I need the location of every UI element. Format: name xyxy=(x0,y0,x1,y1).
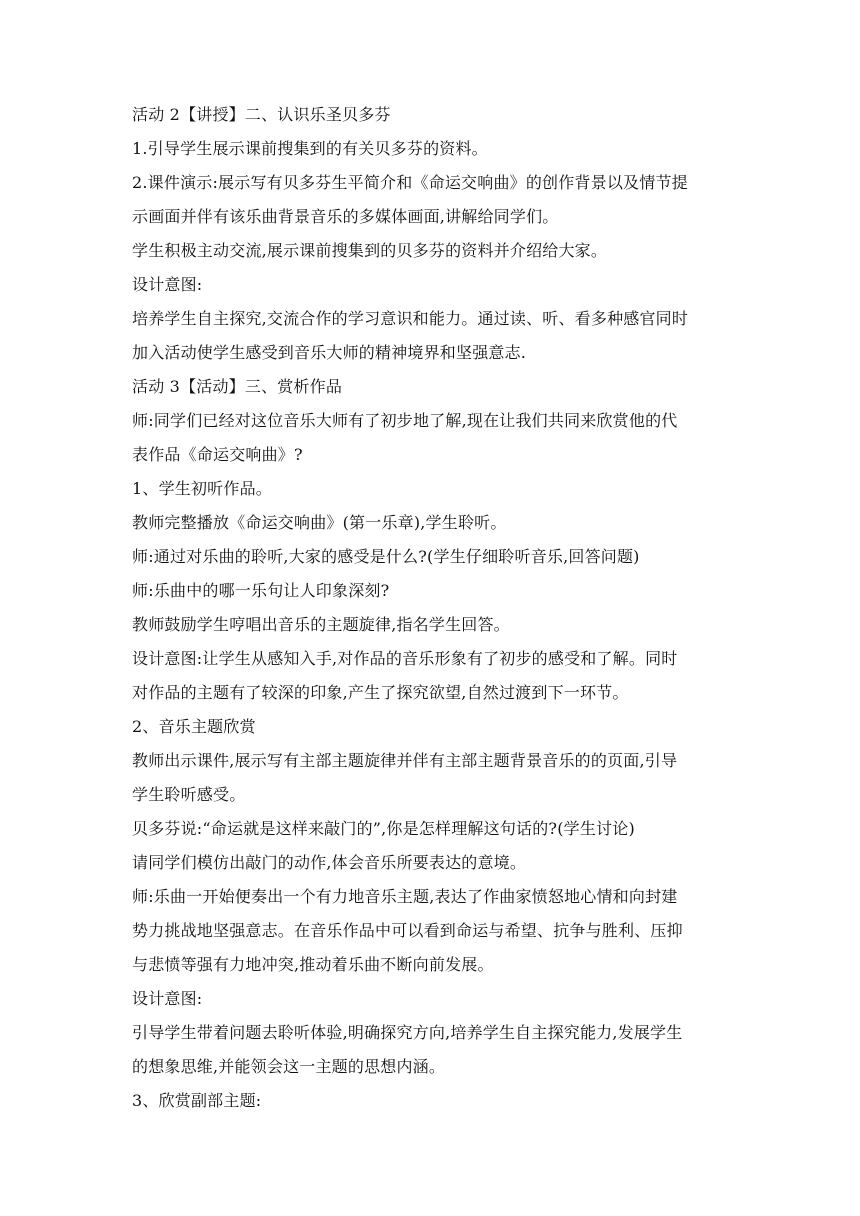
paragraph-line: 师:乐曲一开始便奏出一个有力地音乐主题,表达了作曲家愤怒地心情和向封建 xyxy=(132,887,678,906)
paragraph-line: 对作品的主题有了较深的印象,产生了探究欲望,自然过渡到下一环节。 xyxy=(132,683,629,702)
paragraph-line: 请同学们模仿出敲门的动作,体会音乐所要表达的意境。 xyxy=(132,853,527,872)
document-body xyxy=(132,98,732,1118)
paragraph-line: 表作品《命运交响曲》? xyxy=(132,445,303,464)
paragraph-line: 学生积极主动交流,展示课前搜集到的贝多芬的资料并介绍给大家。 xyxy=(132,241,608,260)
paragraph-line: 1.引导学生展示课前搜集到的有关贝多芬的资料。 xyxy=(132,139,488,158)
activity-2-heading: 活动 2【讲授】二、认识乐圣贝多芬 xyxy=(132,105,391,124)
paragraph-line: 贝多芬说:“命运就是这样来敲门的”,你是怎样理解这句话的?(学生讨论) xyxy=(132,819,635,838)
paragraph-line: 师:乐曲中的哪一乐句让人印象深刻? xyxy=(132,581,390,600)
paragraph-line: 引导学生带着问题去聆听体验,明确探究方向,培养学生自主探究能力,发展学生 xyxy=(132,1023,683,1042)
paragraph-line: 师:同学们已经对这位音乐大师有了初步地了解,现在让我们共同来欣赏他的代 xyxy=(132,411,678,430)
paragraph-line: 示画面并伴有该乐曲背景音乐的多媒体画面,讲解给同学们。 xyxy=(132,207,559,226)
section-2-heading: 2、音乐主题欣赏 xyxy=(132,717,256,736)
paragraph-line: 势力挑战地坚强意志。在音乐作品中可以看到命运与希望、抗争与胜利、压抑 xyxy=(132,921,683,940)
paragraph-line: 的想象思维,并能领会这一主题的思想内涵。 xyxy=(132,1057,446,1076)
design-intent-label: 设计意图: xyxy=(132,275,203,294)
paragraph-line: 加入活动使学生感受到音乐大师的精神境界和坚强意志. xyxy=(132,343,527,362)
paragraph-line: 教师出示课件,展示写有主部主题旋律并伴有主部主题背景音乐的的页面,引导 xyxy=(132,751,678,770)
paragraph-line: 教师鼓励学生哼唱出音乐的主题旋律,指名学生回答。 xyxy=(132,615,510,634)
activity-3-heading: 活动 3【活动】三、赏析作品 xyxy=(132,377,343,396)
paragraph-line: 培养学生自主探究,交流合作的学习意识和能力。通过读、听、看多种感官同时 xyxy=(132,309,689,328)
section-1-heading: 1、学生初听作品。 xyxy=(132,479,272,498)
paragraph-line: 学生聆听感受。 xyxy=(132,785,246,804)
paragraph-line: 师:通过对乐曲的聆听,大家的感受是什么?(学生仔细聆听音乐,回答问题) xyxy=(132,547,640,566)
paragraph-line: 设计意图:让学生从感知入手,对作品的音乐形象有了初步的感受和了解。同时 xyxy=(132,649,678,668)
paragraph-line: 教师完整播放《命运交响曲》(第一乐章),学生聆听。 xyxy=(132,513,507,532)
paragraph-line: 2.课件演示:展示写有贝多芬生平简介和《命运交响曲》的创作背景以及情节提 xyxy=(132,173,688,192)
section-3-heading: 3、欣赏副部主题: xyxy=(132,1091,262,1110)
design-intent-label: 设计意图: xyxy=(132,989,203,1008)
paragraph-line: 与悲愤等强有力地冲突,推动着乐曲不断向前发展。 xyxy=(132,955,494,974)
